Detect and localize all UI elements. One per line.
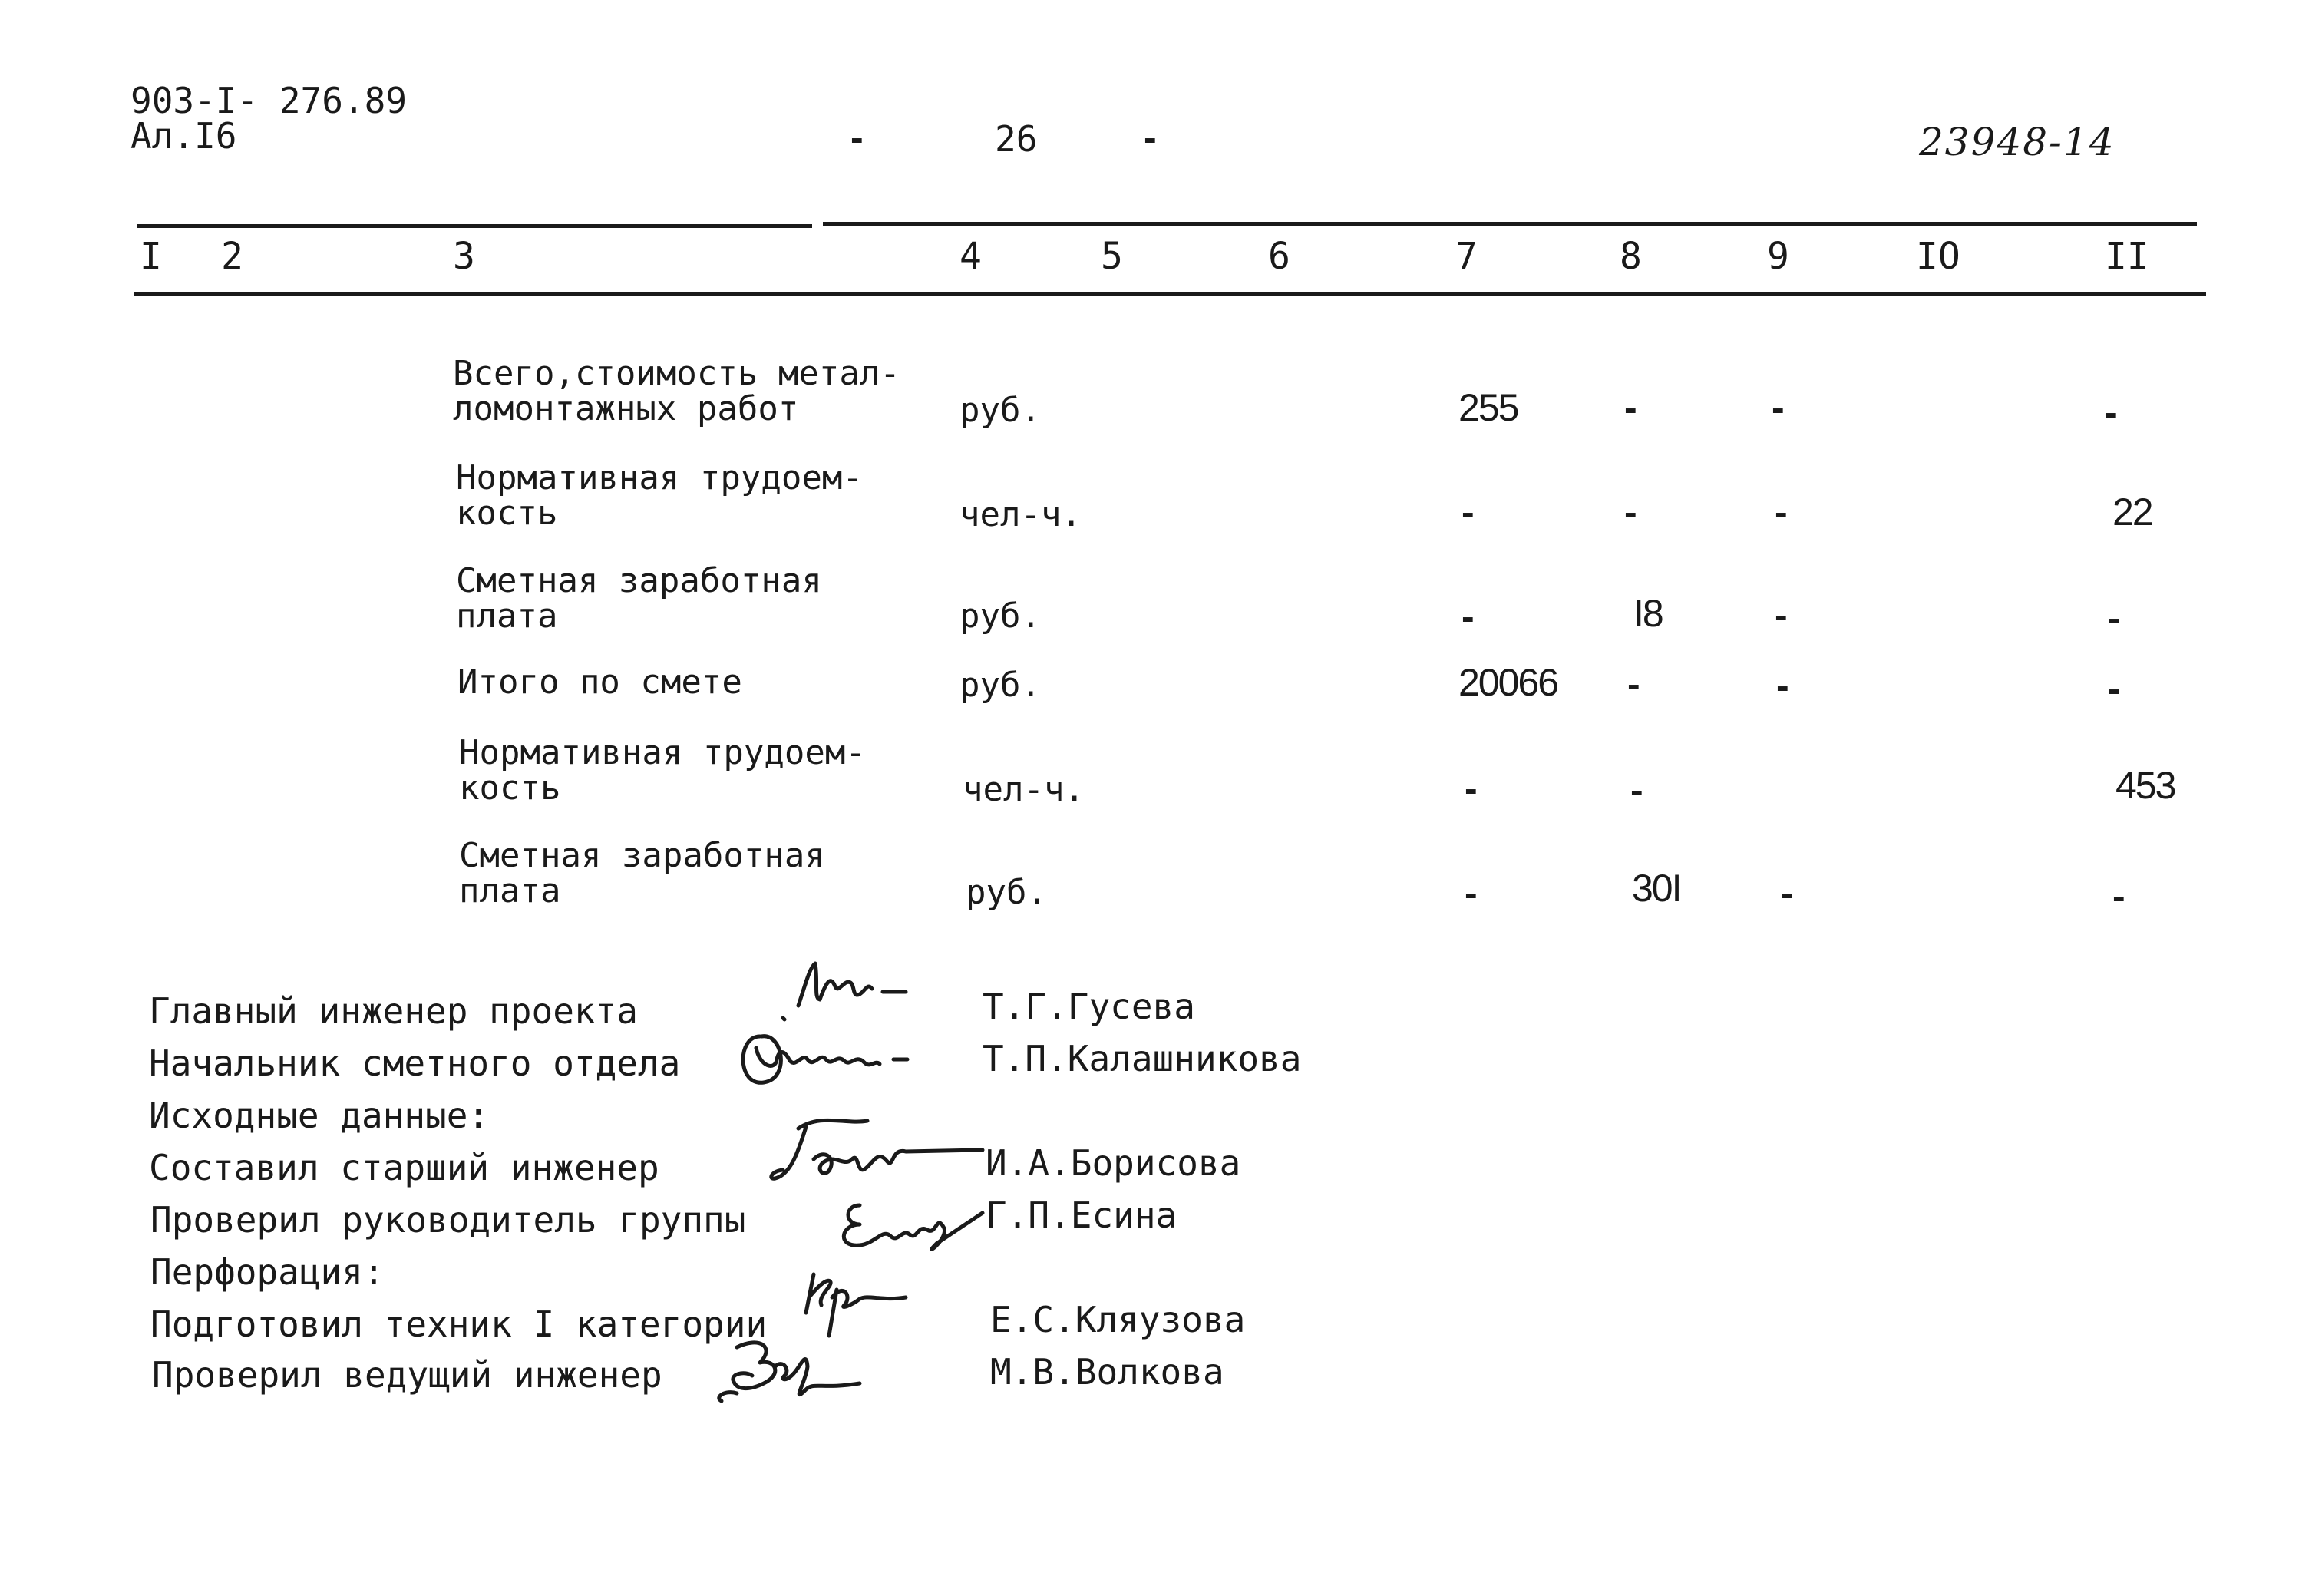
header-rule-top-right xyxy=(823,222,2197,226)
row-3-unit: руб. xyxy=(959,596,1041,636)
document-code: 903-I- 276.89 xyxy=(130,80,408,121)
row-2-unit: чел-ч. xyxy=(959,495,1082,534)
row-1-col-9: - xyxy=(1772,386,1785,429)
signature-name-3: И.А.Борисова xyxy=(986,1142,1241,1184)
column-header-10: IO xyxy=(1916,235,1960,278)
signature-section-source-data: Исходные данные: xyxy=(149,1095,490,1136)
row-2-col-11: 22 xyxy=(2112,491,2152,534)
column-header-4: 4 xyxy=(959,235,982,278)
sheet-label: Ал.I6 xyxy=(130,115,237,157)
signature-name-6: М.В.Волкова xyxy=(990,1351,1224,1393)
signature-name-1: Т.Г.Гусева xyxy=(983,986,1195,1027)
signature-role-1: Главный инженер проекта xyxy=(149,990,638,1032)
row-3-name-line-1: Сметная заработная xyxy=(456,561,822,600)
row-4-col-9: - xyxy=(1776,664,1789,707)
signature-mark-6 xyxy=(691,1328,875,1413)
row-4-unit: руб. xyxy=(959,666,1041,705)
signature-role-5: Подготовил техник I категории xyxy=(150,1304,768,1345)
signature-mark-2 xyxy=(729,1013,936,1098)
row-1-name-line-2: ломонтажных работ xyxy=(453,389,799,428)
row-5-col-11: 453 xyxy=(2115,764,2175,807)
header-rule-bottom xyxy=(134,292,2206,296)
signature-name-4: Г.П.Есина xyxy=(986,1195,1177,1236)
row-3-col-7: - xyxy=(1462,595,1475,638)
row-6-col-9: - xyxy=(1781,871,1794,914)
signature-name-2: Т.П.Калашникова xyxy=(983,1038,1302,1079)
row-4-col-8: - xyxy=(1627,663,1640,705)
signature-role-2: Начальник сметного отдела xyxy=(149,1043,681,1084)
inventory-number: 23948-14 xyxy=(1919,120,2115,164)
row-6-col-7: - xyxy=(1465,871,1478,914)
signature-role-3: Составил старший инженер xyxy=(149,1147,659,1188)
row-5-col-8: - xyxy=(1630,768,1643,811)
row-6-unit: руб. xyxy=(966,873,1047,912)
header-rule-top-left xyxy=(137,224,812,228)
row-1-col-11: - xyxy=(2105,391,2118,434)
row-3-col-11: - xyxy=(2108,596,2121,639)
row-6-col-8: 30I xyxy=(1632,867,1681,910)
page-number: 26 xyxy=(995,118,1038,160)
signature-mark-4 xyxy=(829,1182,998,1267)
row-2-name-line-2: кость xyxy=(456,494,558,533)
row-4-col-7: 20066 xyxy=(1458,661,1558,704)
column-header-7: 7 xyxy=(1455,235,1478,278)
row-3-col-9: - xyxy=(1775,593,1788,636)
row-2-name-line-1: Нормативная трудоем- xyxy=(456,458,863,497)
row-2-col-8: - xyxy=(1624,491,1637,534)
row-6-col-11: - xyxy=(2112,874,2125,917)
column-header-11: II xyxy=(2105,235,2149,278)
column-header-6: 6 xyxy=(1268,235,1290,278)
column-header-8: 8 xyxy=(1620,235,1642,278)
row-4-name-line-1: Итого по смете xyxy=(457,663,742,702)
row-1-col-8: - xyxy=(1624,386,1637,429)
page-number-dash-left: - xyxy=(850,116,864,159)
signature-role-6: Проверил ведущий инженер xyxy=(152,1354,662,1396)
page-number-dash-right: - xyxy=(1144,116,1157,159)
row-5-name-line-2: кость xyxy=(459,768,561,808)
row-1-name-line-1: Всего,стоимость метал- xyxy=(453,354,900,393)
column-header-2: 2 xyxy=(221,235,243,278)
signature-section-perforation: Перфорация: xyxy=(150,1251,385,1293)
row-4-col-11: - xyxy=(2108,667,2121,710)
column-header-9: 9 xyxy=(1767,235,1789,278)
signature-name-5: Е.С.Кляузова xyxy=(990,1299,1246,1340)
row-5-col-7: - xyxy=(1465,767,1478,810)
row-3-name-line-2: плата xyxy=(456,596,558,636)
row-3-col-8: I8 xyxy=(1633,592,1663,635)
row-2-col-7: - xyxy=(1462,491,1475,534)
column-header-1: I xyxy=(140,235,162,278)
column-header-3: 3 xyxy=(453,235,475,278)
row-5-name-line-1: Нормативная трудоем- xyxy=(459,733,866,772)
row-6-name-line-2: плата xyxy=(459,871,561,910)
signature-role-4: Проверил руководитель группы xyxy=(150,1199,746,1241)
row-2-col-9: - xyxy=(1775,491,1788,534)
column-header-5: 5 xyxy=(1101,235,1123,278)
row-5-unit: чел-ч. xyxy=(963,770,1085,809)
row-1-col-7: 255 xyxy=(1458,386,1518,429)
row-1-unit: руб. xyxy=(959,391,1041,430)
row-6-name-line-1: Сметная заработная xyxy=(459,836,825,875)
